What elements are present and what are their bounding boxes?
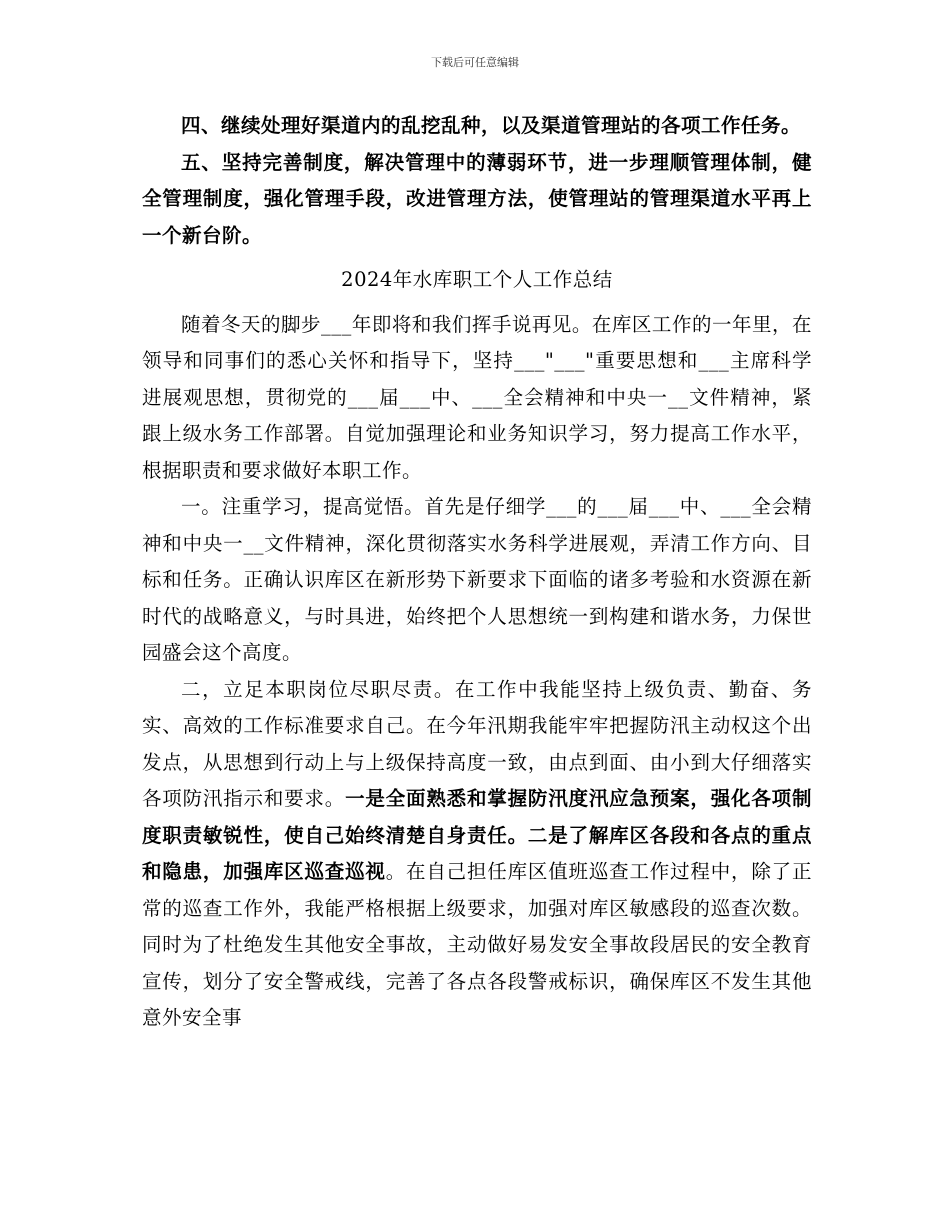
paragraph-item-4: 四、继续处理好渠道内的乱挖乱种，以及渠道管理站的各项工作任务。: [181, 114, 802, 137]
section-2-bold-text: 一是全面熟悉和掌握防汛度汛应急预案，强化各项制度职责敏锐性，使自己始终清楚自身责任。二是了解库区各段和各点的重点和隐患，加强库区巡查巡视: [142, 787, 812, 883]
paragraph-item-5: 五、坚持完善制度，解决管理中的薄弱环节，进一步理顺管理体制，健全管理制度，强化管理手段，改进管理方法，使管理站的管理渠道水平再上一个新台阶。: [142, 150, 812, 247]
section-2-closing-text: 。在自己担任库区值班巡查工作过程中，除了正常的巡查工作外，我能严格根据上级要求，加强对库区敏感段的巡查次数。同时为了杜绝发生其他安全事故，主动做好易发安全事故段居民的安全教育宣传，划分了安全警戒线，完善了各点各段警戒标识，确保库区不发生其他意外安全事: [142, 860, 812, 1029]
document-body: [142, 108, 812, 1037]
document-title: 2024年水库职工个人工作总结: [341, 268, 613, 291]
paragraph-section-1: 一。注重学习，提高觉悟。首先是仔细学___的___届___中、___全会精神和中央一__文件精神，深化贯彻落实水务科学进展观，弄清工作方向、目标和任务。正确认识库区在新形势下新要求下面临的诸多考验和水资源在新时代的战略意义，与时具进，始终把个人思想统一到构建和谐水务，力保世园盛会这个高度。: [142, 495, 812, 664]
paragraph-section-2: [142, 672, 812, 1037]
page-header-note: 下载后可任意编辑: [431, 56, 519, 69]
paragraph-intro: 随着冬天的脚步___年即将和我们挥手说再见。在库区工作的一年里，在领导和同事们的悉心关怀和指导下，坚持___"___"重要思想和___主席科学进展观思想，贯彻党的___届___中、___全会精神和中央一__文件精神，紧跟上级水务工作部署。自觉加强理论和业务知识学习，努力提高工作水平，根据职责和要求做好本职工作。: [142, 312, 812, 482]
section-2-opening-text: 二，立足本职岗位尽职尽责。在工作中我能坚持上级负责、勤奋、务实、高效的工作标准要求自己。在今年汛期我能牢牢把握防汛主动权这个出发点，从思想到行动上与上级保持高度一致，由点到面、由小到大仔细落实各项防汛指示和要求。: [142, 677, 812, 810]
